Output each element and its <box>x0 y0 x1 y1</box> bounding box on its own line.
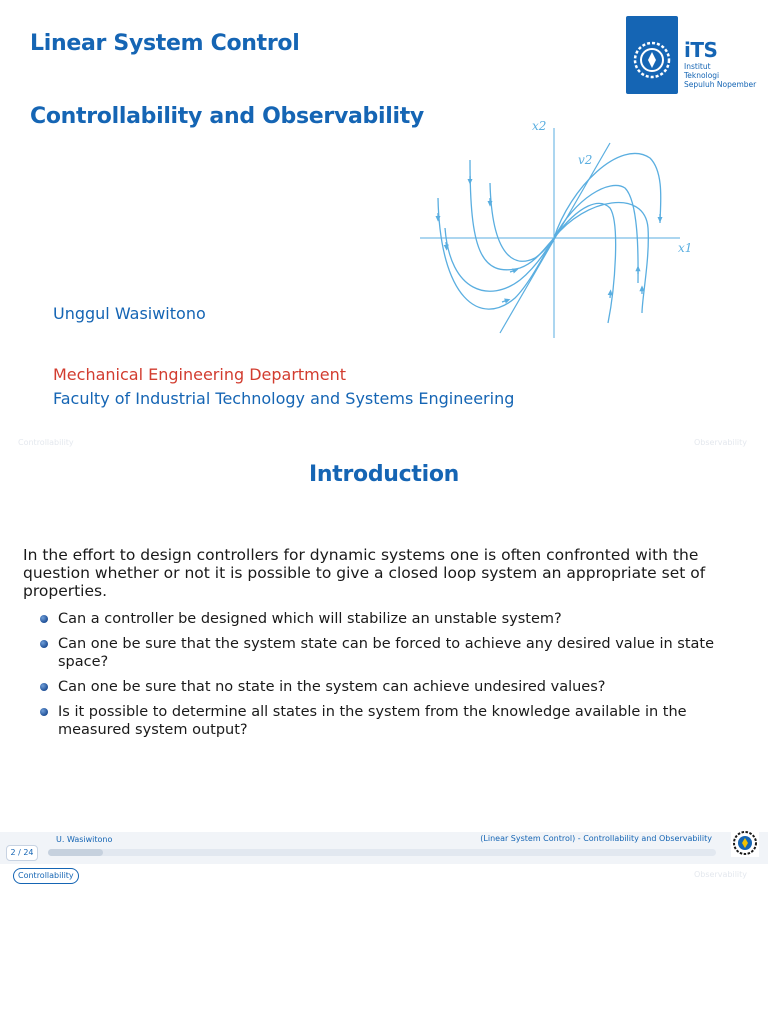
its-logo <box>626 16 760 96</box>
its-emblem-icon <box>626 16 678 94</box>
logo-line1: Institut <box>684 62 711 71</box>
course-title: Linear System Control <box>30 31 300 56</box>
footer-author: U. Wasiwitono <box>56 835 113 844</box>
list-item: Can one be sure that no state in the system can achieve undesired values? <box>40 678 740 696</box>
progress-bar-fill <box>48 849 103 856</box>
trajectory <box>438 198 554 309</box>
list-item: Can a controller be designed which will stabilize an unstable system? <box>40 610 740 628</box>
list-item: Can one be sure that the system state can be forced to achieve any desired value in state space? <box>40 635 740 671</box>
trajectory <box>445 228 554 291</box>
its-footer-logo-icon <box>731 829 759 857</box>
intro-paragraph: In the effort to design controllers for dynamic systems one is often confronted with the question whether or not it is possible to give a closed loop system an appropriate set of properties. <box>23 546 706 600</box>
y-axis-label: x2 <box>532 119 547 133</box>
logo-line2: Teknologi <box>684 71 720 80</box>
faint-nav-observability: Observability <box>694 438 748 447</box>
bullet-icon <box>40 683 48 691</box>
department-name: Mechanical Engineering Department <box>53 365 347 384</box>
progress-bar[interactable] <box>48 849 716 856</box>
trajectory <box>554 203 648 313</box>
topic-title: Controllability and Observability <box>30 104 424 129</box>
page-number[interactable]: 2 / 24 <box>6 845 38 861</box>
slide-title: Introduction <box>308 462 459 487</box>
logo-line3: Sepuluh Nopember <box>684 80 757 89</box>
trajectory <box>554 153 661 238</box>
logo-name: iTS <box>684 38 718 62</box>
faculty-name: Faculty of Industrial Technology and Systems Engineering <box>53 389 515 408</box>
faint-nav-controllability: Controllability <box>18 438 74 447</box>
bullet-icon <box>40 640 48 648</box>
x-axis-label: x1 <box>678 241 693 255</box>
direction-arrow-icon <box>502 300 508 302</box>
question-list <box>40 610 740 746</box>
list-item: Is it possible to determine all states in the system from the knowledge available in the measured system output? <box>40 703 740 739</box>
footer-course-title: (Linear System Control) - Controllability and Observability <box>480 834 712 843</box>
section-controllability-button[interactable]: Controllability <box>13 868 79 884</box>
direction-arrow-icon <box>610 292 611 298</box>
trajectory <box>490 183 554 261</box>
bullet-icon <box>40 615 48 623</box>
trajectory <box>554 203 616 323</box>
eigenvector-label: v2 <box>578 153 593 167</box>
faint-nav-observability: Observability <box>694 870 748 879</box>
phase-portrait-figure <box>420 118 700 343</box>
trajectory <box>554 185 638 283</box>
direction-arrow-icon <box>446 242 447 248</box>
direction-arrow-icon <box>510 270 516 272</box>
bullet-icon <box>40 708 48 716</box>
author-name: Unggul Wasiwitono <box>53 304 206 323</box>
